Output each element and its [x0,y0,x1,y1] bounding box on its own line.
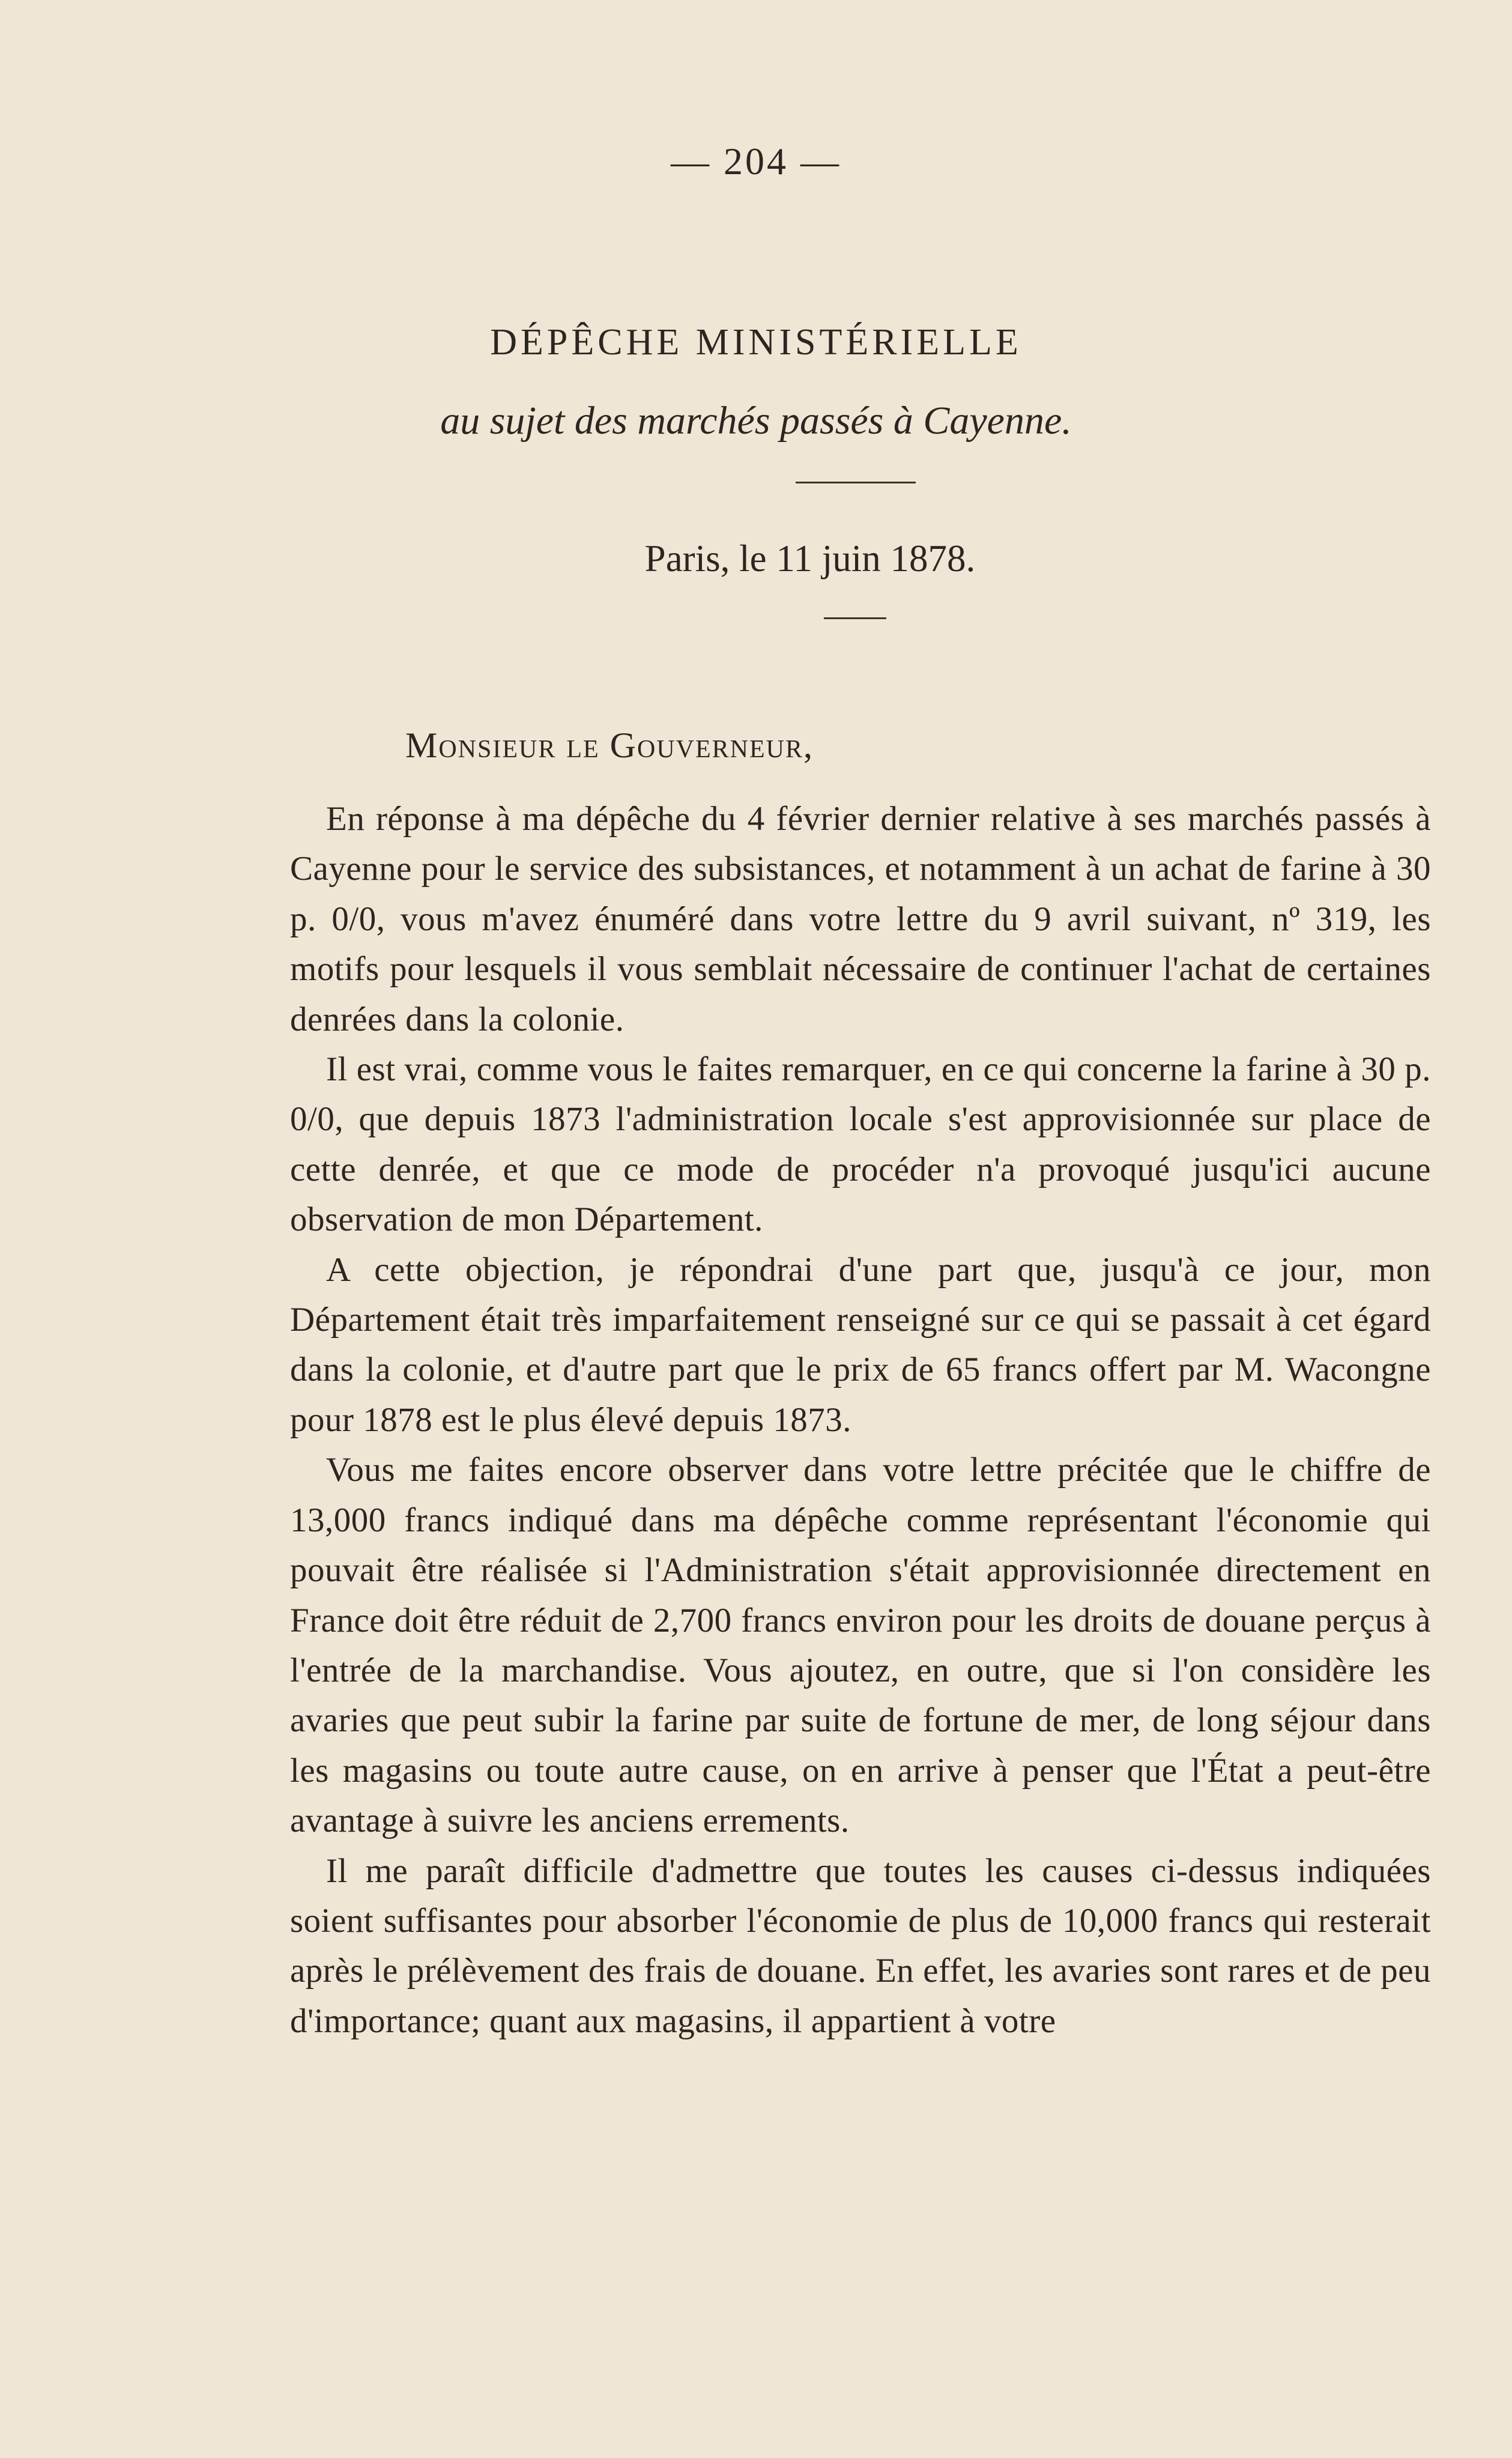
salutation: Monsieur le Gouverneur, [405,725,814,765]
document-title: DÉPÊCHE MINISTÉRIELLE [490,322,1022,363]
page-number: — 204 — [671,140,841,183]
title-divider [796,482,916,483]
paragraph: A cette objection, je répondrai d'une part que, jusqu'à ce jour, mon Département était très imparfaitement renseigné sur ce qui se passait à cet égard dans la colonie, et d'autre part que le prix de 65 francs offert par M. Wacongne pour 1878 est le plus élevé depuis 1873. [290,1250,1431,1439]
paragraph: Il est vrai, comme vous le faites remarquer, en ce qui concerne la farine à 30 p. 0/0, que depuis 1873 l'administration locale s'est approvisionnée sur place de cette denrée, et que ce mode de procéder n'a provoqué jusqu'ici aucune observation de mon Département. [290,1050,1431,1239]
dateline: Paris, le 11 juin 1878. [644,537,976,580]
letter-body [290,794,1431,2046]
paragraph: En réponse à ma dépêche du 4 février dernier relative à ses marchés passés à Cayenne pour le service des subsistances, et notamment à un achat de farine à 30 p. 0/0, vous m'avez énuméré dans votre lettre du 9 avril suivant, nº 319, les motifs pour lesquels il vous semblait nécessaire de continuer l'achat de certaines denrées dans la colonie. [290,800,1431,1038]
paragraph: Il me paraît difficile d'admettre que toutes les causes ci-dessus indiquées soient suffisantes pour absorber l'économie de plus de 10,000 francs qui resterait après le prélèvement des frais de douane. En effet, les avaries sont rares et de peu d'importance; quant aux magasins, il appartient à votre [290,1851,1431,2040]
document-subtitle: au sujet des marchés passés à Cayenne. [440,399,1072,443]
paragraph: Vous me faites encore observer dans votre lettre précitée que le chiffre de 13,000 francs indiqué dans ma dépêche comme représentant l'économie qui pouvait être réalisée si l'Administration s'était approvisionnée directement en France doit être réduit de 2,700 francs environ pour les droits de douane perçus à l'entrée de la marchandise. Vous ajoutez, en outre, que si l'on considère les avaries que peut subir la farine par suite de fortune de mer, de long séjour dans les magasins ou toute autre cause, on en arrive à penser que l'État a peut-être avantage à suivre les anciens errements. [290,1451,1431,1840]
dateline-divider [824,617,886,619]
